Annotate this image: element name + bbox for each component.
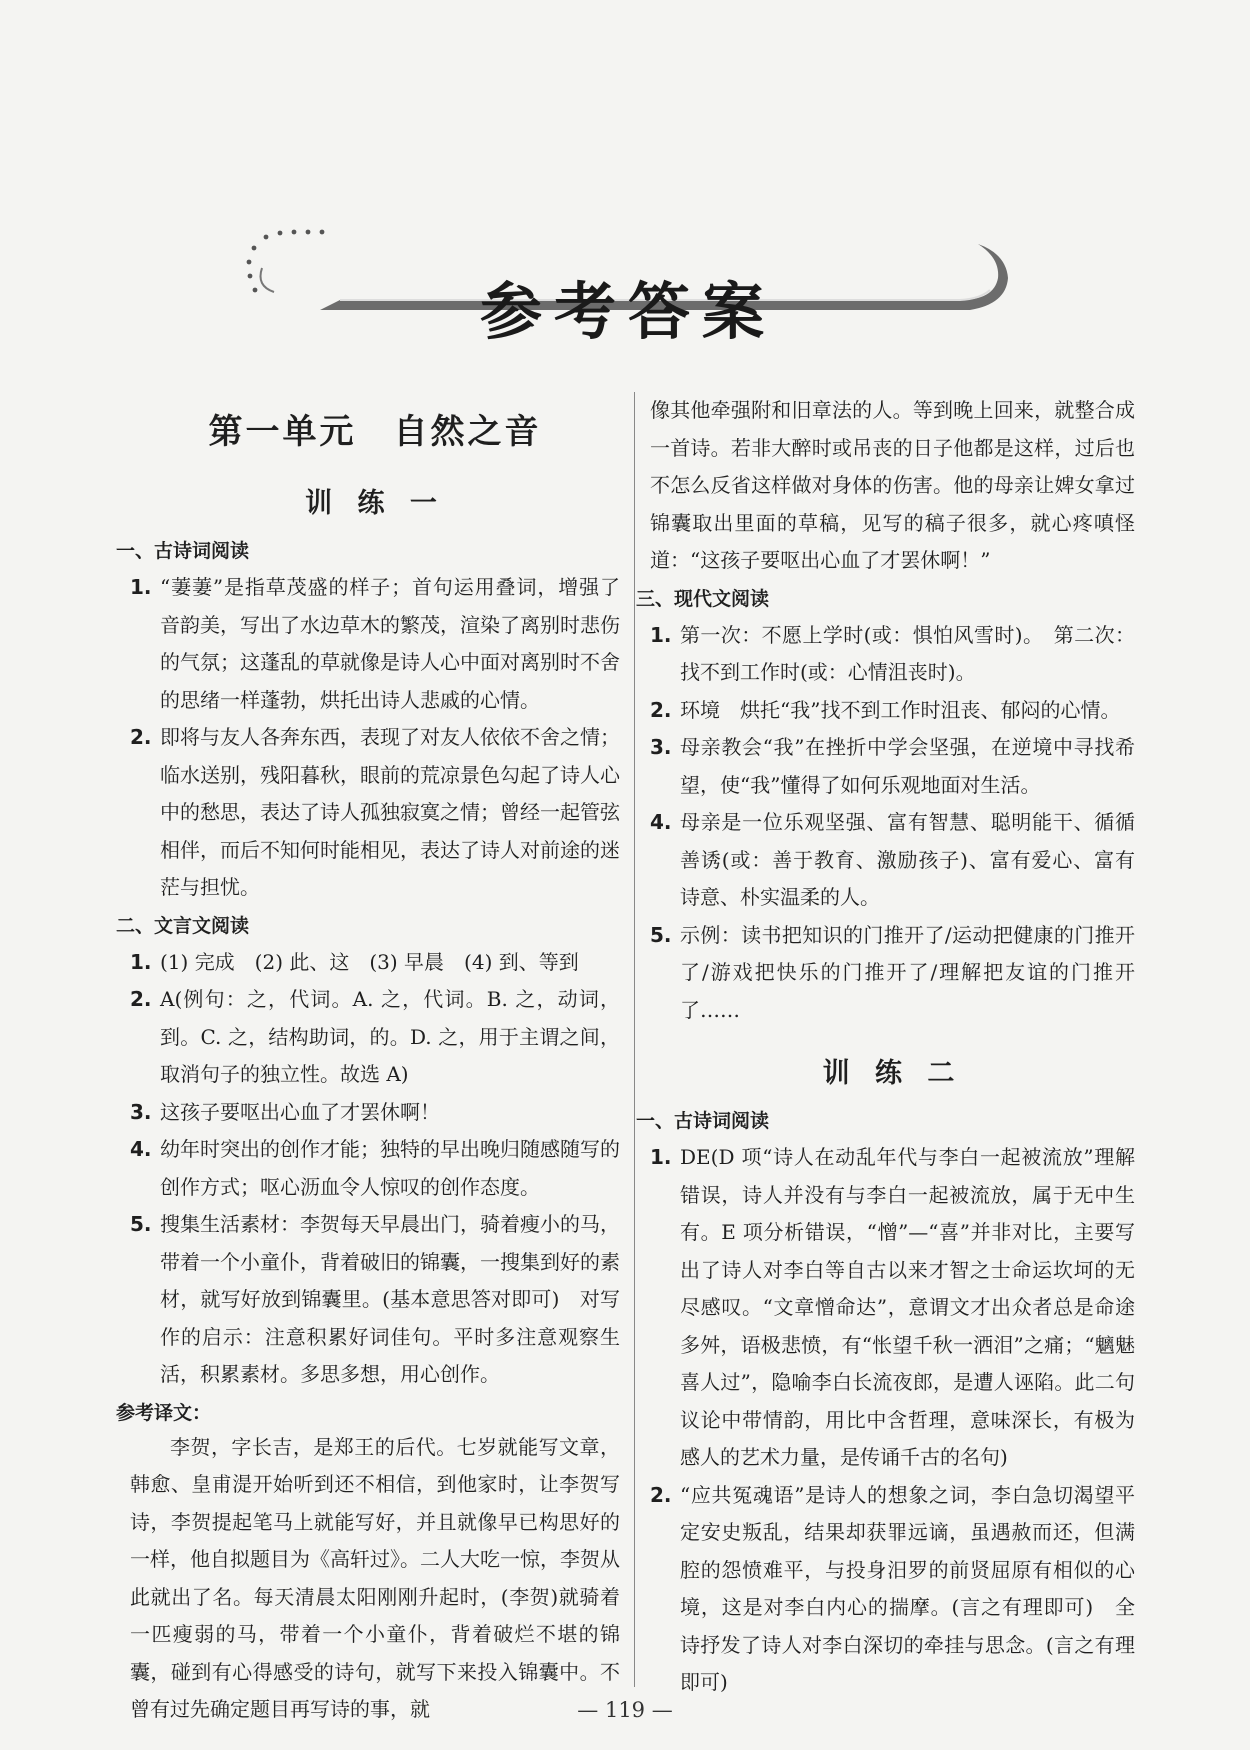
item-text: A(例句：之，代词。A. 之，代词。B. 之，动词，到。C. 之，结构助词，的。D. 之，用于主谓之间，取消句子的独立性。故选 A) <box>160 987 620 1086</box>
item-text: 母亲是一位乐观坚强、富有智慧、聪明能干、循循善诱(或：善于教育、激励孩子)、富有爱心、富有诗意、朴实温柔的人。 <box>680 810 1135 909</box>
item-number: 2. <box>650 697 672 722</box>
item-text: 幼年时突出的创作才能；独特的早出晚归随感随写的创作方式；呕心沥血令人惊叹的创作态度。 <box>160 1137 620 1199</box>
item-text: “应共冤魂语”是诗人的想象之词，李白急切渴望平定安史叛乱，结果却获罪远谪，虽遇赦而还，但满腔的怨愤难平，与投身汨罗的前贤屈原有相似的心境，这是对李白内心的揣摩。(言之有理即可) 全诗抒发了诗人对李白深切的牵挂与思念。(言之有理即可) <box>680 1482 1135 1694</box>
section-heading: 三、现代文阅读 <box>636 587 770 610</box>
item-text: DE(D 项“诗人在动乱年代与李白一起被流放”理解错误，诗人并没有与李白一起被流放，属于无中生有。E 项分析错误，“憎”—“喜”并非对比，主要写出了诗人对李白等自古以来才智之士命运坎坷的无尽感叹。“文章憎命达”，意谓文才出众者总是命途多舛，语极悲愤，有“怅望千秋一洒泪”之痛；“魑魅喜人过”，隐喻李白长流夜郎，是遭人诬陷。此二句议论中带情韵，用比中含哲理，意味深长，有极为感人的艺术力量，是传诵千古的名句) <box>680 1145 1135 1469</box>
item-number: 1. <box>130 575 152 599</box>
answer-item <box>130 1094 620 1132</box>
answer-item <box>130 1131 620 1206</box>
answer-item <box>130 944 620 982</box>
answer-item <box>130 1206 620 1394</box>
unit-title: 第一单元 自然之音 <box>208 412 542 452</box>
page-title: 参考答案 <box>480 275 777 348</box>
answer-item <box>650 917 1135 1030</box>
answer-item <box>130 569 620 719</box>
item-number: 5. <box>650 922 672 947</box>
item-number: 3. <box>130 1099 152 1124</box>
item-text: 即将与友人各奔东西，表现了对友人依依不舍之情；临水送别，残阳暮秋，眼前的荒凉景色勾起了诗人心中的愁思，表达了诗人孤独寂寞之情；曾经一起管弦相伴，而后不知何时能相见，表达了诗人对前途的迷茫与担忧。 <box>160 725 620 899</box>
section-heading: 一、古诗词阅读 <box>116 540 250 562</box>
answer-item <box>650 729 1135 804</box>
page-number: — 119 — <box>577 1698 673 1722</box>
item-number: 3. <box>650 735 672 759</box>
item-number: 1. <box>130 949 152 974</box>
training-two-title: 训 练 二 <box>822 1058 963 1089</box>
item-text: 搜集生活素材：李贺每天早晨出门，骑着瘦小的马，带着一个小童仆，背着破旧的锦囊，一搜集到好的素材，就写好放到锦囊里。(基本意思答对即可) 对写作的启示：注意积累好词佳句。平时多注意观察生活，积累素材。多思多想，用心创作。 <box>160 1212 620 1386</box>
item-text: “萋萋”是指草茂盛的样子；首句运用叠词，增强了音韵美，写出了水边草木的繁茂，渲染了离别时悲伤的气氛；这蓬乱的草就像是诗人心中面对离别时不舍的思绪一样蓬勃，烘托出诗人悲戚的心情。 <box>160 575 620 712</box>
answer-item <box>650 1477 1135 1702</box>
item-number: 2. <box>130 725 152 749</box>
item-text: 示例：读书把知识的门推开了/运动把健康的门推开了/游戏把快乐的门推开了/理解把友谊的门推开了…… <box>680 922 1135 1022</box>
item-text: (1) 完成 (2) 此、这 (3) 早晨 (4) 到、等到 <box>160 949 579 974</box>
item-text: 母亲教会“我”在挫折中学会坚强，在逆境中寻找希望，使“我”懂得了如何乐观地面对生活。 <box>680 735 1135 797</box>
answer-item <box>650 692 1135 730</box>
answer-item <box>650 617 1135 692</box>
item-text: 这孩子要呕出心血了才罢休啊！ <box>160 1099 440 1124</box>
item-number: 2. <box>650 1482 672 1507</box>
training-one-title: 训 练 一 <box>305 488 445 519</box>
reference-translation-text: 李贺，字长吉，是郑王的后代。七岁就能写文章，韩愈、皇甫湜开始听到还不相信，到他家时，让李贺写诗，李贺提起笔马上就能写好，并且就像早已构思好的一样，他自拟题目为《高轩过》。二人大吃一惊，李贺从此就出了名。每天清晨太阳刚刚升起时，(李贺)就骑着一匹瘦弱的马，带着一个小童仆，背着破烂不堪的锦囊，碰到有心得感受的诗句，就写下来投入锦囊中。不曾有过先确定题目再写诗的事，就 <box>130 1434 620 1721</box>
column-divider <box>634 392 635 1687</box>
answer-item <box>130 719 620 907</box>
reference-translation-continued: 像其他牵强附和旧章法的人。等到晚上回来，就整合成一首诗。若非大醉时或吊丧的日子他都是这样，过后也不怎么反省这样做对身体的伤害。他的母亲让婢女拿过锦囊取出里面的草稿，见写的稿子很多，就心疼嗔怪道：“这孩子要呕出心血了才罢休啊！” <box>650 398 1135 572</box>
item-number: 2. <box>130 987 152 1011</box>
right-column <box>636 392 1135 1702</box>
item-number: 1. <box>650 622 672 647</box>
answer-item <box>650 1139 1135 1477</box>
item-text: 第一次：不愿上学时(或：惧怕风雪时)。 第二次：找不到工作时(或：心情沮丧时)。 <box>680 622 1135 684</box>
section-heading: 二、文言文阅读 <box>116 914 250 937</box>
item-number: 4. <box>130 1137 152 1161</box>
section-heading: 一、古诗词阅读 <box>636 1110 770 1132</box>
left-column <box>116 392 620 1729</box>
answer-item <box>130 981 620 1094</box>
item-number: 5. <box>130 1212 152 1236</box>
reference-translation-heading: 参考译文： <box>116 1401 212 1424</box>
item-number: 4. <box>650 810 672 834</box>
item-text: 环境 烘托“我”找不到工作时沮丧、郁闷的心情。 <box>680 697 1121 722</box>
answer-item <box>650 804 1135 917</box>
item-number: 1. <box>650 1145 672 1169</box>
